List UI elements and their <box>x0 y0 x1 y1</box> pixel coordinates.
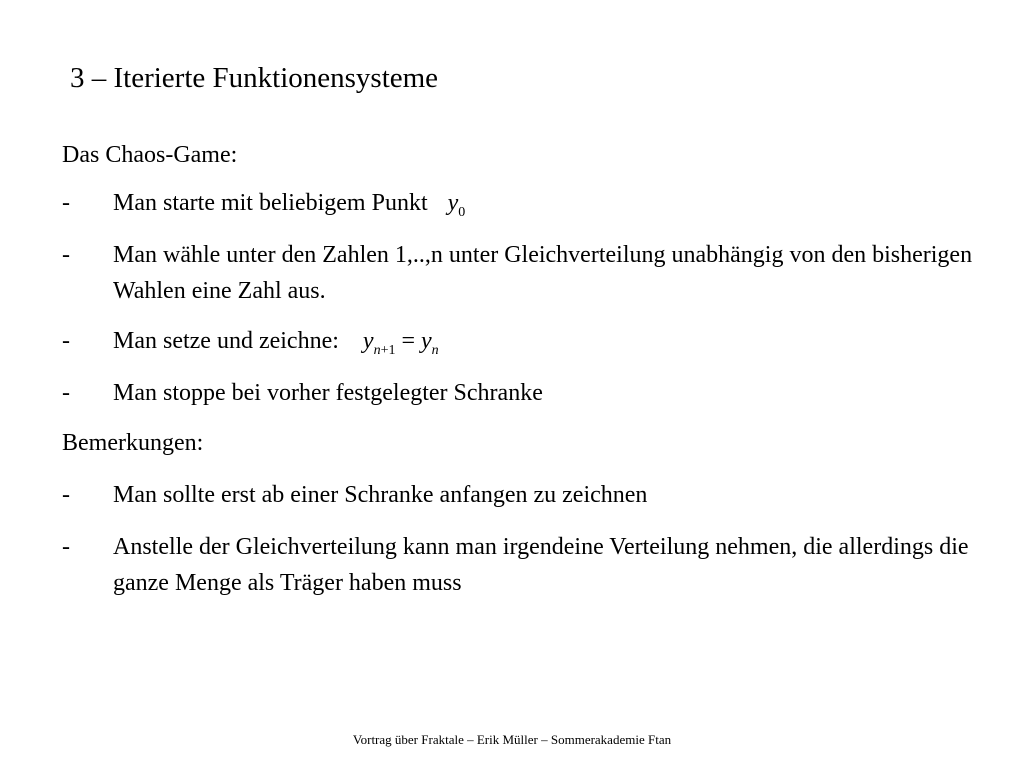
bullet-dash: - <box>62 380 70 406</box>
section-heading-remarks: Bemerkungen: <box>62 430 204 456</box>
bullet-dash: - <box>62 534 70 560</box>
bullet-dash: - <box>62 328 70 354</box>
list-item-start-point <box>113 185 993 221</box>
slide-title: 3 – Iterierte Funktionensysteme <box>70 62 439 94</box>
section-heading-chaos-game: Das Chaos-Game: <box>62 142 238 168</box>
formula-yn1-equals-yn: $y_{n+1} = y_n$ <box>362 328 439 358</box>
bullet-dash: - <box>62 482 70 508</box>
list-item-stop: Man stoppe bei vorher festgelegter Schranke <box>113 380 543 406</box>
list-item-draw-threshold: Man sollte erst ab einer Schranke anfangen zu zeichnen <box>113 482 648 508</box>
bullet-dash: - <box>62 190 70 216</box>
slide-footer: Vortrag über Fraktale – Erik Müller – Sommerakademie Ftan <box>352 732 672 747</box>
formula-y0: $y_0$ <box>447 190 466 220</box>
list-item-text: Man starte mit beliebigem Punkt <box>113 190 428 216</box>
list-item-text: Man setze und zeichne: <box>113 328 339 354</box>
list-item-set-and-draw <box>113 323 993 359</box>
list-item-choose-number: Man wähle unter den Zahlen 1,..,n unter Gleichverteilung unabhängig von den bisherigen Wahlen eine Zahl aus. <box>113 242 973 304</box>
bullet-dash: - <box>62 242 70 268</box>
list-item-distribution: Anstelle der Gleichverteilung kann man irgendeine Verteilung nehmen, die allerdings die ganze Menge als Träger haben muss <box>113 534 969 596</box>
